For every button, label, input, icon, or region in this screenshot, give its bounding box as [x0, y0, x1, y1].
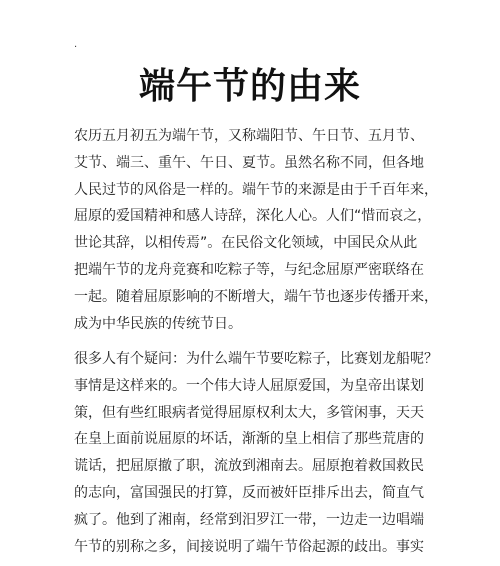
paragraph-line: 谎话，把屈原撤了职，流放到湘南去。屈原抱着救国救民 [74, 458, 424, 475]
paragraph-line: 事情是这样来的。一个伟大诗人屈原爱国，为皇帝出谋划 [74, 377, 424, 394]
paragraph-line: 世论其辞，以相传焉”。在民俗文化领域，中国民众从此 [74, 235, 418, 252]
paragraph-line: 一起。随着屈原影响的不断增大，端午节也逐步传播开来， [74, 288, 438, 305]
paragraph-line: 很多人有个疑问：为什么端午节要吃粽子，比赛划龙船呢？ [74, 351, 438, 367]
paragraph-1 [74, 123, 438, 337]
page-title: 端午节的由来 [138, 66, 361, 107]
paragraph-line: 在皇上面前说屈原的坏话，渐渐的皇上相信了那些荒唐的 [74, 431, 424, 448]
paragraph-line: 成为中华民族的传统节日。 [74, 315, 242, 332]
paragraph-line: 人民过节的风俗是一样的。端午节的来源是由于千百年来， [74, 181, 438, 198]
paragraph-line: 疯了。他到了湘南，经常到汨罗江一带，一边走一边唱端 [74, 511, 424, 528]
paragraph-line: 把端午节的龙舟竞赛和吃粽子等，与纪念屈原严密联络在 [74, 261, 424, 278]
paragraph-line: 策，但有些红眼病者觉得屈原权利太大，多管闲事，天天 [74, 404, 424, 421]
paragraph-line: 的志向，富国强民的打算，反而被奸臣排斥出去，简直气 [74, 484, 424, 501]
paragraph-line: 农历五月初五为端午节，又称端阳节、午日节、五月节、 [74, 128, 424, 144]
paragraph-line: 艾节、端三、重午、午日、夏节。虽然名称不同，但各地 [74, 154, 424, 171]
paragraph-2 [74, 346, 438, 560]
corner-mark: . [74, 39, 78, 50]
paragraph-line: 屈原的爱国精神和感人诗辞，深化人心。人们“惜而哀之， [74, 208, 432, 225]
paragraph-line: 午节的别称之多，间接说明了端午节俗起源的歧出。事实 [74, 538, 424, 555]
